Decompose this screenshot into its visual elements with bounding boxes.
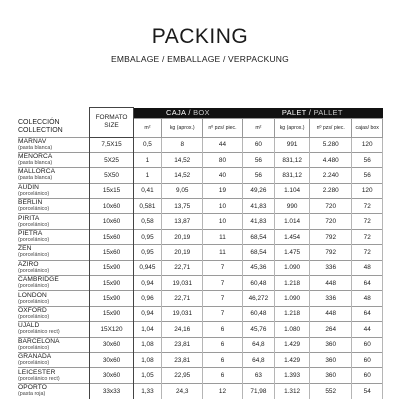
palet-cajas-cell: 72: [352, 214, 383, 229]
collection-header: [18, 108, 90, 138]
table-row: [18, 199, 383, 214]
collection-cell: [18, 337, 90, 352]
collection-cell: [18, 214, 90, 229]
collection-cell: [18, 383, 90, 398]
palet-m2-cell: 63: [242, 368, 275, 383]
collection-cell: [18, 199, 90, 214]
caja-kg-cell: 22,95: [162, 368, 203, 383]
palet-pzs-cell: 2.280: [310, 183, 352, 198]
table-row: [18, 214, 383, 229]
palet-m2-cell: 41,83: [242, 199, 275, 214]
caja-m2-cell: 0,95: [133, 245, 161, 260]
caja-m2-cell: 0,945: [133, 260, 161, 275]
formato-header: [90, 108, 134, 138]
caja-pzs-cell: 7: [203, 291, 242, 306]
collection-name: OPORTO: [18, 384, 47, 392]
table-row: [18, 183, 383, 198]
collection-cell: [18, 368, 90, 383]
palet-pzs-cell: 264: [310, 322, 352, 337]
caja-kg-cell: 8: [162, 137, 203, 152]
caja-kg-cell: 19,031: [162, 306, 203, 321]
caja-kg-cell: 22,71: [162, 291, 203, 306]
caja-pzs-cell: 10: [203, 199, 242, 214]
palet-kg-cell: 1.090: [275, 260, 310, 275]
collection-header-en: COLLECTION: [18, 126, 63, 134]
caja-pzs-cell: 40: [203, 168, 242, 183]
caja-kg-header: kg (aprox.): [162, 118, 203, 137]
caja-m2-cell: 1: [133, 168, 161, 183]
collection-name: OXFORD: [18, 306, 47, 314]
caja-pzs-cell: 6: [203, 322, 242, 337]
caja-pzs-cell: 6: [203, 337, 242, 352]
palet-kg-cell: 831,12: [275, 152, 310, 167]
palet-pzs-cell: 448: [310, 306, 352, 321]
palet-pzs-cell: 4.480: [310, 152, 352, 167]
collection-name: UJALD: [18, 322, 40, 330]
caja-pzs-cell: 80: [203, 152, 242, 167]
formato-cell: 7,5X15: [90, 137, 134, 152]
palet-cajas-cell: 44: [352, 322, 383, 337]
caja-m2-cell: 1: [133, 152, 161, 167]
caja-pzs-cell: 11: [203, 245, 242, 260]
caja-group-header: [133, 108, 242, 119]
caja-m2-cell: 0,5: [133, 137, 161, 152]
collection-cell: [18, 322, 90, 337]
caja-m2-cell: 0,58: [133, 214, 161, 229]
palet-pzs-cell: 720: [310, 214, 352, 229]
caja-kg-cell: 22,71: [162, 260, 203, 275]
caja-kg-cell: 13,87: [162, 214, 203, 229]
formato-cell: 15x15: [90, 183, 134, 198]
caja-pzs-cell: 7: [203, 276, 242, 291]
palet-kg-header: kg (aprox.): [275, 118, 310, 137]
palet-pzs-cell: 792: [310, 229, 352, 244]
palet-kg-cell: 1.090: [275, 291, 310, 306]
table-row: [18, 383, 383, 398]
collection-name: BARCELONA: [18, 337, 60, 345]
palet-m2-cell: 45,36: [242, 260, 275, 275]
palet-kg-cell: 1.218: [275, 306, 310, 321]
palet-m2-cell: 56: [242, 168, 275, 183]
caja-primary: CAJA: [165, 108, 186, 117]
collection-name: PIETRA: [18, 230, 43, 238]
table-body: [18, 137, 383, 399]
caja-pzs-cell: 7: [203, 260, 242, 275]
caja-m2-cell: 0,94: [133, 306, 161, 321]
collection-cell: [18, 260, 90, 275]
palet-m2-header: m²: [242, 118, 275, 137]
caja-kg-cell: 14,52: [162, 152, 203, 167]
palet-kg-cell: 1.429: [275, 352, 310, 367]
collection-name: MARNAV: [18, 137, 47, 145]
caja-pzs-cell: 11: [203, 229, 242, 244]
collection-material: (porcelánico): [18, 298, 50, 305]
palet-kg-cell: 1.429: [275, 337, 310, 352]
caja-pzs-header: nº pzs/ piec.: [203, 118, 242, 137]
palet-cajas-cell: 64: [352, 276, 383, 291]
formato-cell: 15x90: [90, 276, 134, 291]
collection-name: CAMBRIDGE: [18, 276, 59, 284]
caja-pzs-cell: 7: [203, 306, 242, 321]
palet-kg-cell: 1.218: [275, 276, 310, 291]
table-row: [18, 260, 383, 275]
caja-kg-cell: 19,031: [162, 276, 203, 291]
palet-m2-cell: 68,54: [242, 245, 275, 260]
collection-cell: [18, 168, 90, 183]
palet-cajas-cell: 64: [352, 306, 383, 321]
table-row: [18, 137, 383, 152]
palet-cajas-cell: 120: [352, 137, 383, 152]
collection-material: (porcelánico): [18, 190, 50, 197]
caja-kg-cell: 24,16: [162, 322, 203, 337]
collection-material: (porcelánico): [18, 252, 50, 259]
collection-name: PIRITA: [18, 214, 40, 222]
caja-m2-cell: 0,94: [133, 276, 161, 291]
collection-cell: [18, 245, 90, 260]
palet-m2-cell: 56: [242, 152, 275, 167]
table-row: [18, 291, 383, 306]
page-title: PACKING: [151, 25, 249, 48]
collection-material: (porcelánico): [18, 206, 50, 213]
palet-cajas-cell: 48: [352, 260, 383, 275]
palet-cajas-cell: 54: [352, 383, 383, 398]
caja-pzs-cell: 6: [203, 352, 242, 367]
formato-cell: 15x90: [90, 291, 134, 306]
caja-m2-cell: 1,33: [133, 383, 161, 398]
formato-cell: 15x90: [90, 260, 134, 275]
collection-cell: [18, 137, 90, 152]
palet-kg-cell: 1.454: [275, 229, 310, 244]
palet-m2-cell: 60,48: [242, 276, 275, 291]
collection-material: (porcelánico): [18, 313, 50, 320]
caja-kg-cell: 23,81: [162, 337, 203, 352]
table-row: [18, 322, 383, 337]
palet-pzs-cell: 336: [310, 291, 352, 306]
formato-cell: 5X50: [90, 168, 134, 183]
collection-material: (pasta blanca): [18, 144, 53, 151]
palet-pzs-cell: 792: [310, 245, 352, 260]
collection-material: (porcelánico rect): [18, 329, 60, 336]
collection-name: LEICESTER: [18, 368, 56, 376]
collection-cell: [18, 229, 90, 244]
collection-header-es: COLECCIÓN: [18, 118, 60, 126]
caja-kg-cell: 23,81: [162, 352, 203, 367]
collection-cell: [18, 152, 90, 167]
table-row: [18, 337, 383, 352]
collection-cell: [18, 183, 90, 198]
table-row: [18, 306, 383, 321]
palet-pzs-cell: 720: [310, 199, 352, 214]
palet-cajas-header: cajas/ box: [352, 118, 383, 137]
collection-material: (porcelánico): [18, 344, 50, 351]
palet-kg-cell: 1.475: [275, 245, 310, 260]
caja-m2-header: m²: [133, 118, 161, 137]
collection-name: ZEN: [18, 245, 32, 253]
collection-cell: [18, 306, 90, 321]
caja-kg-cell: 14,52: [162, 168, 203, 183]
palet-kg-cell: 1.080: [275, 322, 310, 337]
collection-material: (porcelánico): [18, 267, 50, 274]
palet-m2-cell: 41,83: [242, 214, 275, 229]
caja-kg-cell: 20,19: [162, 245, 203, 260]
caja-pzs-cell: 6: [203, 368, 242, 383]
palet-m2-cell: 49,26: [242, 183, 275, 198]
palet-m2-cell: 71,98: [242, 383, 275, 398]
caja-m2-cell: 1,08: [133, 352, 161, 367]
table-row: [18, 245, 383, 260]
formato-cell: 15x60: [90, 229, 134, 244]
caja-kg-cell: 20,19: [162, 229, 203, 244]
collection-name: MALLORCA: [18, 168, 56, 176]
caja-pzs-cell: 12: [203, 383, 242, 398]
table-row: [18, 229, 383, 244]
formato-header-es: FORMATO: [95, 114, 128, 122]
caja-pzs-cell: 44: [203, 137, 242, 152]
caja-m2-cell: 1,08: [133, 337, 161, 352]
palet-pzs-header: nº pzs/ piec.: [310, 118, 352, 137]
collection-name: BERLIN: [18, 199, 43, 207]
collection-material: (porcelánico): [18, 283, 50, 290]
palet-secondary: PALLET: [313, 108, 343, 117]
collection-cell: [18, 276, 90, 291]
collection-material: (pasta blanca): [18, 175, 53, 182]
palet-pzs-cell: 360: [310, 337, 352, 352]
table-row: [18, 168, 383, 183]
palet-pzs-cell: 2.240: [310, 168, 352, 183]
formato-cell: 15X120: [90, 322, 134, 337]
caja-m2-cell: 0,96: [133, 291, 161, 306]
formato-cell: 15x60: [90, 245, 134, 260]
packing-table: [18, 107, 383, 399]
collection-cell: [18, 352, 90, 367]
caja-m2-cell: 0,581: [133, 199, 161, 214]
caja-secondary: BOX: [193, 108, 210, 117]
formato-cell: 15x90: [90, 306, 134, 321]
palet-m2-cell: 46,272: [242, 291, 275, 306]
palet-cajas-cell: 120: [352, 183, 383, 198]
palet-cajas-cell: 72: [352, 199, 383, 214]
caja-m2-cell: 0,95: [133, 229, 161, 244]
formato-cell: 10x60: [90, 214, 134, 229]
palet-m2-cell: 64,8: [242, 337, 275, 352]
palet-cajas-cell: 60: [352, 337, 383, 352]
table-row: [18, 368, 383, 383]
palet-m2-cell: 45,76: [242, 322, 275, 337]
formato-cell: 5X25: [90, 152, 134, 167]
formato-cell: 30x60: [90, 352, 134, 367]
palet-kg-cell: 1.312: [275, 383, 310, 398]
table-row: [18, 352, 383, 367]
palet-pzs-cell: 5.280: [310, 137, 352, 152]
caja-m2-cell: 1,04: [133, 322, 161, 337]
collection-name: AUDIN: [18, 183, 40, 191]
collection-cell: [18, 291, 90, 306]
palet-kg-cell: 990: [275, 199, 310, 214]
palet-pzs-cell: 360: [310, 368, 352, 383]
caja-kg-cell: 24,3: [162, 383, 203, 398]
palet-m2-cell: 60,48: [242, 306, 275, 321]
collection-material: (porcelánico): [18, 360, 50, 367]
palet-cajas-cell: 72: [352, 229, 383, 244]
caja-pzs-cell: 10: [203, 214, 242, 229]
palet-group-header: [242, 108, 382, 119]
palet-cajas-cell: 48: [352, 291, 383, 306]
collection-name: MENORCA: [18, 153, 53, 161]
table-row: [18, 152, 383, 167]
palet-kg-cell: 991: [275, 137, 310, 152]
palet-m2-cell: 64,8: [242, 352, 275, 367]
palet-kg-cell: 1.104: [275, 183, 310, 198]
formato-cell: 33x33: [90, 383, 134, 398]
collection-name: GRANADA: [18, 353, 52, 361]
palet-m2-cell: 68,54: [242, 229, 275, 244]
palet-pzs-cell: 336: [310, 260, 352, 275]
palet-separator: /: [306, 108, 314, 117]
formato-cell: 10x60: [90, 199, 134, 214]
palet-pzs-cell: 552: [310, 383, 352, 398]
palet-m2-cell: 60: [242, 137, 275, 152]
collection-material: (porcelánico): [18, 221, 50, 228]
collection-material: (pasta blanca): [18, 160, 53, 167]
palet-kg-cell: 831,12: [275, 168, 310, 183]
caja-m2-cell: 1,05: [133, 368, 161, 383]
palet-kg-cell: 1.393: [275, 368, 310, 383]
palet-cajas-cell: 60: [352, 368, 383, 383]
collection-name: AZIRO: [18, 260, 39, 268]
formato-cell: 30x60: [90, 337, 134, 352]
formato-header-en: SIZE: [104, 122, 119, 130]
caja-pzs-cell: 19: [203, 183, 242, 198]
palet-pzs-cell: 360: [310, 352, 352, 367]
palet-cajas-cell: 72: [352, 245, 383, 260]
collection-name: LONDON: [18, 291, 47, 299]
caja-kg-cell: 13,75: [162, 199, 203, 214]
collection-material: (porcelánico rect): [18, 375, 60, 382]
caja-m2-cell: 0,41: [133, 183, 161, 198]
palet-cajas-cell: 56: [352, 152, 383, 167]
page-subtitle: EMBALAGE / EMBALLAGE / VERPACKUNG: [111, 54, 289, 64]
formato-cell: 30x60: [90, 368, 134, 383]
palet-cajas-cell: 56: [352, 168, 383, 183]
caja-separator: /: [185, 108, 194, 117]
collection-material: (porcelánico): [18, 237, 50, 244]
palet-pzs-cell: 448: [310, 276, 352, 291]
table-row: [18, 276, 383, 291]
collection-material: (pasta roja): [18, 391, 46, 398]
palet-cajas-cell: 60: [352, 352, 383, 367]
palet-kg-cell: 1.014: [275, 214, 310, 229]
caja-kg-cell: 9,05: [162, 183, 203, 198]
palet-primary: PALET: [281, 108, 307, 117]
